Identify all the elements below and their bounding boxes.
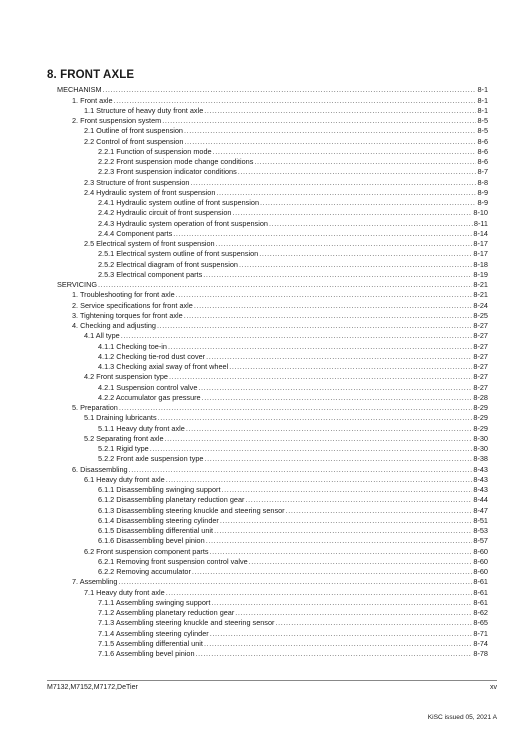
toc-entry[interactable] [57, 341, 488, 351]
toc-entry-label: 5.1 Draining lubricants [84, 413, 157, 423]
toc-entry-label: 4.2 Front suspension type [84, 372, 168, 382]
toc-leader-dots [198, 383, 472, 393]
toc-entry-page: 8-60 [473, 567, 488, 576]
toc-entry-label: 2.5 Electrical system of front suspension [84, 239, 215, 248]
toc-entry[interactable] [57, 239, 488, 249]
toc-entry-page: 8-9 [477, 187, 488, 197]
toc-entry-page: 8-1 [477, 95, 488, 105]
toc-leader-dots [239, 260, 472, 270]
toc-entry-page: 8-6 [477, 157, 488, 166]
toc-leader-dots [162, 116, 476, 126]
toc-entry[interactable] [57, 249, 488, 259]
toc-entry[interactable] [57, 300, 488, 310]
toc-entry[interactable] [57, 454, 488, 464]
toc-entry[interactable] [57, 85, 488, 95]
toc-leader-dots [216, 239, 473, 249]
toc-leader-dots [173, 229, 472, 239]
toc-entry-page: 8-19 [473, 269, 488, 279]
toc-entry-label: 6.1.2 Disassembling planetary reduction gear [98, 495, 245, 505]
toc-leader-dots [213, 147, 477, 157]
toc-entry-label: 2.5.2 Electrical diagram of front suspension [98, 259, 238, 269]
toc-entry-label: 7.1.4 Assembling steering cylinder [98, 628, 209, 638]
toc-entry-page: 8-7 [477, 167, 488, 177]
toc-entry-page: 8-78 [473, 649, 488, 658]
toc-entry[interactable] [57, 557, 488, 567]
footer-divider [47, 680, 497, 681]
toc-leader-dots [229, 362, 472, 372]
toc-entry[interactable] [57, 270, 488, 280]
toc-entry-label: 7.1.5 Assembling differential unit [98, 638, 203, 648]
toc-leader-dots [211, 598, 472, 608]
toc-entry[interactable] [57, 413, 488, 423]
toc-leader-dots [150, 444, 473, 454]
toc-entry[interactable] [57, 198, 488, 208]
toc-entry-label: 7.1.3 Assembling steering knuckle and steering sensor [98, 618, 275, 628]
page-title: 8. FRONT AXLE [47, 69, 135, 81]
toc-entry-page: 8-27 [473, 331, 488, 341]
toc-leader-dots [202, 393, 473, 403]
toc-entry-label: 6.2.1 Removing front suspension control valve [98, 556, 248, 566]
toc-entry-label: 2.4.1 Hydraulic system outline of front suspension [98, 198, 260, 207]
toc-entry-label: 6. Disassembling [72, 464, 128, 474]
toc-entry[interactable] [57, 280, 488, 290]
toc-entry[interactable] [57, 382, 488, 392]
toc-entry-label: 6.1.5 Disassembling differential unit [98, 526, 214, 535]
toc-leader-dots [165, 434, 473, 444]
toc-leader-dots [184, 126, 476, 136]
toc-entry[interactable] [57, 516, 488, 526]
toc-leader-dots [169, 372, 472, 382]
toc-entry-label: 6.1.4 Disassembling steering cylinder [98, 515, 219, 525]
toc-entry[interactable] [57, 393, 488, 403]
toc-leader-dots [238, 167, 477, 177]
toc-entry[interactable] [57, 536, 488, 546]
toc-entry-page: 8-17 [473, 239, 488, 248]
toc-entry-page: 8-1 [477, 105, 488, 115]
toc-entry-page: 8-27 [473, 362, 488, 371]
toc-entry-page: 8-43 [473, 485, 488, 494]
toc-entry[interactable] [57, 598, 488, 608]
toc-entry[interactable] [57, 464, 488, 474]
toc-entry-page: 8-61 [473, 577, 488, 587]
toc-leader-dots [192, 567, 473, 577]
toc-entry[interactable] [57, 434, 488, 444]
toc-entry-label: 6.1 Heavy duty front axle [84, 474, 165, 484]
toc-entry-page: 8-27 [473, 351, 488, 361]
toc-leader-dots [259, 249, 472, 259]
toc-entry[interactable] [57, 485, 488, 495]
toc-entry[interactable] [57, 188, 488, 198]
toc-leader-dots [206, 536, 473, 546]
toc-leader-dots [203, 270, 472, 280]
toc-entry-page: 8-9 [477, 198, 488, 207]
toc-entry[interactable] [57, 116, 488, 126]
toc-entry[interactable] [57, 229, 488, 239]
toc-entry-page: 8-25 [473, 310, 488, 320]
toc-entry[interactable] [57, 259, 488, 269]
toc-entry-page: 8-61 [473, 587, 488, 597]
toc-leader-dots [214, 526, 472, 536]
toc-entry[interactable] [57, 639, 488, 649]
toc-entry-label: 2. Service specifications for front axle [72, 300, 193, 310]
toc-entry[interactable] [57, 546, 488, 556]
toc-entry-page: 8-74 [473, 638, 488, 648]
toc-leader-dots [168, 342, 472, 352]
toc-entry[interactable] [57, 577, 488, 587]
toc-leader-dots [235, 608, 472, 618]
toc-entry[interactable] [57, 444, 488, 454]
toc-leader-dots [114, 96, 477, 106]
toc-entry-page: 8-47 [473, 505, 488, 515]
toc-entry-page: 8-21 [473, 290, 488, 300]
toc-entry-label: 2.5.1 Electrical system outline of front suspension [98, 249, 259, 259]
toc-entry-label: 6.1.1 Disassembling swinging support [98, 485, 221, 494]
toc-entry[interactable] [57, 495, 488, 505]
toc-entry-page: 8-17 [473, 249, 488, 259]
toc-leader-dots [204, 454, 472, 464]
toc-entry[interactable] [57, 167, 488, 177]
toc-entry[interactable] [57, 290, 488, 300]
toc-entry-page: 8-14 [473, 228, 488, 238]
toc-leader-dots [184, 137, 476, 147]
toc-leader-dots [204, 106, 476, 116]
toc-entry-page: 8-18 [473, 259, 488, 269]
toc-entry[interactable] [57, 608, 488, 618]
toc-entry-label: 6.1.6 Disassembling bevel pinion [98, 536, 205, 546]
toc-leader-dots [121, 331, 473, 341]
toc-entry-page: 8-8 [477, 177, 488, 187]
toc-entry-label: 5.1.1 Heavy duty front axle [98, 423, 185, 433]
issue-note: KiSC issued 05, 2021 A [427, 714, 497, 721]
toc-entry[interactable] [57, 567, 488, 577]
toc-entry-label: 4.2.1 Suspension control valve [98, 382, 198, 392]
toc-entry[interactable] [57, 126, 488, 136]
toc-entry-page: 8-53 [473, 526, 488, 535]
toc-entry-label: 2.2 Control of front suspension [84, 136, 184, 146]
toc-entry-page: 8-6 [477, 136, 488, 146]
toc-entry[interactable] [57, 475, 488, 485]
toc-entry[interactable] [57, 177, 488, 187]
toc-entry-page: 8-30 [473, 433, 488, 443]
toc-entry-page: 8-24 [473, 300, 488, 310]
toc-entry-label: 7.1.1 Assembling swinging support [98, 597, 211, 607]
toc-entry-label: 7. Assembling [72, 577, 118, 587]
toc-entry-page: 8-60 [473, 556, 488, 566]
toc-leader-dots [98, 280, 472, 290]
toc-entry-page: 8-62 [473, 608, 488, 617]
footer-page-number: xv [490, 684, 497, 691]
toc-entry-label: 7.1.6 Assembling bevel pinion [98, 649, 195, 658]
toc-leader-dots [176, 290, 473, 300]
toc-entry[interactable] [57, 587, 488, 597]
toc-entry-label: 5.2.1 Rigid type [98, 444, 149, 453]
toc-entry-page: 8-5 [477, 116, 488, 125]
toc-entry[interactable] [57, 403, 488, 413]
toc-leader-dots [196, 649, 473, 659]
toc-entry-label: 4.1.3 Checking axial sway of front wheel [98, 362, 229, 371]
table-of-contents [57, 85, 488, 659]
toc-entry[interactable] [57, 95, 488, 105]
toc-entry[interactable] [57, 526, 488, 536]
toc-leader-dots [166, 588, 473, 598]
toc-entry-page: 8-29 [473, 413, 488, 423]
toc-entry-page: 8-61 [473, 597, 488, 607]
toc-entry-page: 8-71 [473, 628, 488, 638]
toc-entry-label: 4.1.1 Checking toe-in [98, 341, 167, 351]
toc-leader-dots [245, 495, 472, 505]
toc-entry-label: 7.1.2 Assembling planetary reduction gear [98, 608, 235, 617]
toc-entry-page: 8-44 [473, 495, 488, 505]
toc-entry-label: 6.2.2 Removing accumulator [98, 567, 191, 576]
toc-entry-page: 8-27 [473, 341, 488, 351]
toc-entry[interactable] [57, 208, 488, 218]
toc-entry-label: 5. Preparation [72, 403, 118, 412]
toc-entry-page: 8-60 [473, 546, 488, 556]
toc-entry-label: 2. Front suspension system [72, 116, 162, 125]
toc-entry[interactable] [57, 505, 488, 515]
toc-entry-page: 8-10 [473, 208, 488, 218]
toc-leader-dots [190, 178, 476, 188]
toc-entry[interactable] [57, 311, 488, 321]
toc-leader-dots [186, 424, 473, 434]
toc-entry-page: 8-29 [473, 403, 488, 412]
toc-entry-label: 2.3 Structure of front suspension [84, 177, 190, 187]
footer-model: M7132,M7152,M7172,DeTier [47, 684, 138, 691]
toc-entry-label: 4.1.2 Checking tie-rod dust cover [98, 351, 206, 361]
toc-entry-label: 2.2.2 Front suspension mode change conditions [98, 157, 254, 166]
toc-entry-label: 5.2.2 Front axle suspension type [98, 454, 204, 464]
toc-entry-label: 2.2.1 Function of suspension mode [98, 146, 212, 156]
toc-entry-label: 2.2.3 Front suspension indicator conditions [98, 167, 237, 177]
toc-entry-label: 3. Tightening torques for front axle [72, 310, 183, 320]
toc-entry[interactable] [57, 649, 488, 659]
toc-leader-dots [210, 547, 473, 557]
toc-entry-label: 1.1 Structure of heavy duty front axle [84, 105, 204, 115]
toc-leader-dots [194, 301, 473, 311]
toc-entry-page: 8-30 [473, 444, 488, 453]
toc-entry[interactable] [57, 136, 488, 146]
toc-entry[interactable] [57, 423, 488, 433]
toc-entry-label: 2.1 Outline of front suspension [84, 126, 183, 136]
toc-entry[interactable] [57, 106, 488, 116]
toc-entry-page: 8-29 [473, 423, 488, 433]
toc-entry-label: 2.4 Hydraulic system of front suspension [84, 187, 216, 197]
toc-entry-page: 8-5 [477, 126, 488, 136]
toc-entry[interactable] [57, 331, 488, 341]
toc-entry-page: 8-21 [473, 280, 488, 289]
toc-entry-label: 2.4.4 Component parts [98, 228, 173, 238]
toc-leader-dots [220, 516, 473, 526]
toc-entry-label: 6.1.3 Disassembling steering knuckle and steering sensor [98, 505, 285, 515]
toc-entry-label: 1. Front axle [72, 95, 113, 105]
toc-entry-page: 8-51 [473, 515, 488, 525]
toc-entry-label: 2.4.3 Hydraulic system operation of front suspension [98, 218, 268, 228]
toc-entry[interactable] [57, 218, 488, 228]
toc-entry[interactable] [57, 628, 488, 638]
toc-entry-label: 7.1 Heavy duty front axle [84, 587, 165, 597]
toc-leader-dots [286, 506, 473, 516]
toc-entry-page: 8-1 [477, 85, 488, 95]
toc-entry-page: 8-38 [473, 454, 488, 464]
toc-entry[interactable] [57, 362, 488, 372]
toc-entry-label: 5.2 Separating front axle [84, 433, 164, 443]
toc-leader-dots [232, 208, 472, 218]
toc-leader-dots [275, 618, 472, 628]
toc-leader-dots [269, 219, 473, 229]
toc-leader-dots [129, 465, 473, 475]
toc-leader-dots [206, 352, 472, 362]
toc-entry-page: 8-6 [477, 146, 488, 156]
toc-leader-dots [118, 577, 472, 587]
toc-entry-label: 4.1 All type [84, 331, 120, 341]
toc-entry[interactable] [57, 157, 488, 167]
toc-entry-label: 6.2 Front suspension component parts [84, 546, 209, 556]
toc-entry-label: 4. Checking and adjusting [72, 321, 156, 330]
toc-entry-page: 8-43 [473, 464, 488, 474]
toc-entry[interactable] [57, 372, 488, 382]
toc-entry[interactable] [57, 147, 488, 157]
toc-entry-label: SERVICING [57, 280, 98, 289]
toc-leader-dots [210, 629, 473, 639]
toc-entry-label: 4.2.2 Accumulator gas pressure [98, 392, 201, 402]
toc-entry-page: 8-43 [473, 474, 488, 484]
toc-entry-page: 8-28 [473, 392, 488, 402]
toc-leader-dots [166, 475, 473, 485]
toc-entry-label: MECHANISM [57, 85, 102, 95]
toc-leader-dots [103, 85, 477, 95]
toc-entry-page: 8-65 [473, 618, 488, 628]
toc-leader-dots [157, 321, 472, 331]
toc-leader-dots [260, 198, 476, 208]
toc-entry-page: 8-57 [473, 536, 488, 546]
toc-entry-page: 8-11 [473, 218, 488, 228]
toc-leader-dots [158, 413, 473, 423]
toc-entry[interactable] [57, 352, 488, 362]
toc-leader-dots [222, 485, 473, 495]
toc-entry-label: 1. Troubleshooting for front axle [72, 290, 175, 300]
toc-entry[interactable] [57, 321, 488, 331]
toc-entry-page: 8-27 [473, 321, 488, 330]
toc-entry-page: 8-27 [473, 372, 488, 382]
toc-leader-dots [119, 403, 473, 413]
toc-leader-dots [184, 311, 473, 321]
toc-entry[interactable] [57, 618, 488, 628]
toc-entry-page: 8-27 [473, 382, 488, 392]
toc-leader-dots [249, 557, 473, 567]
toc-leader-dots [216, 188, 476, 198]
toc-entry-label: 2.4.2 Hydraulic circuit of front suspension [98, 208, 232, 218]
toc-entry-label: 2.5.3 Electrical component parts [98, 269, 203, 279]
toc-leader-dots [254, 157, 476, 167]
toc-leader-dots [204, 639, 472, 649]
